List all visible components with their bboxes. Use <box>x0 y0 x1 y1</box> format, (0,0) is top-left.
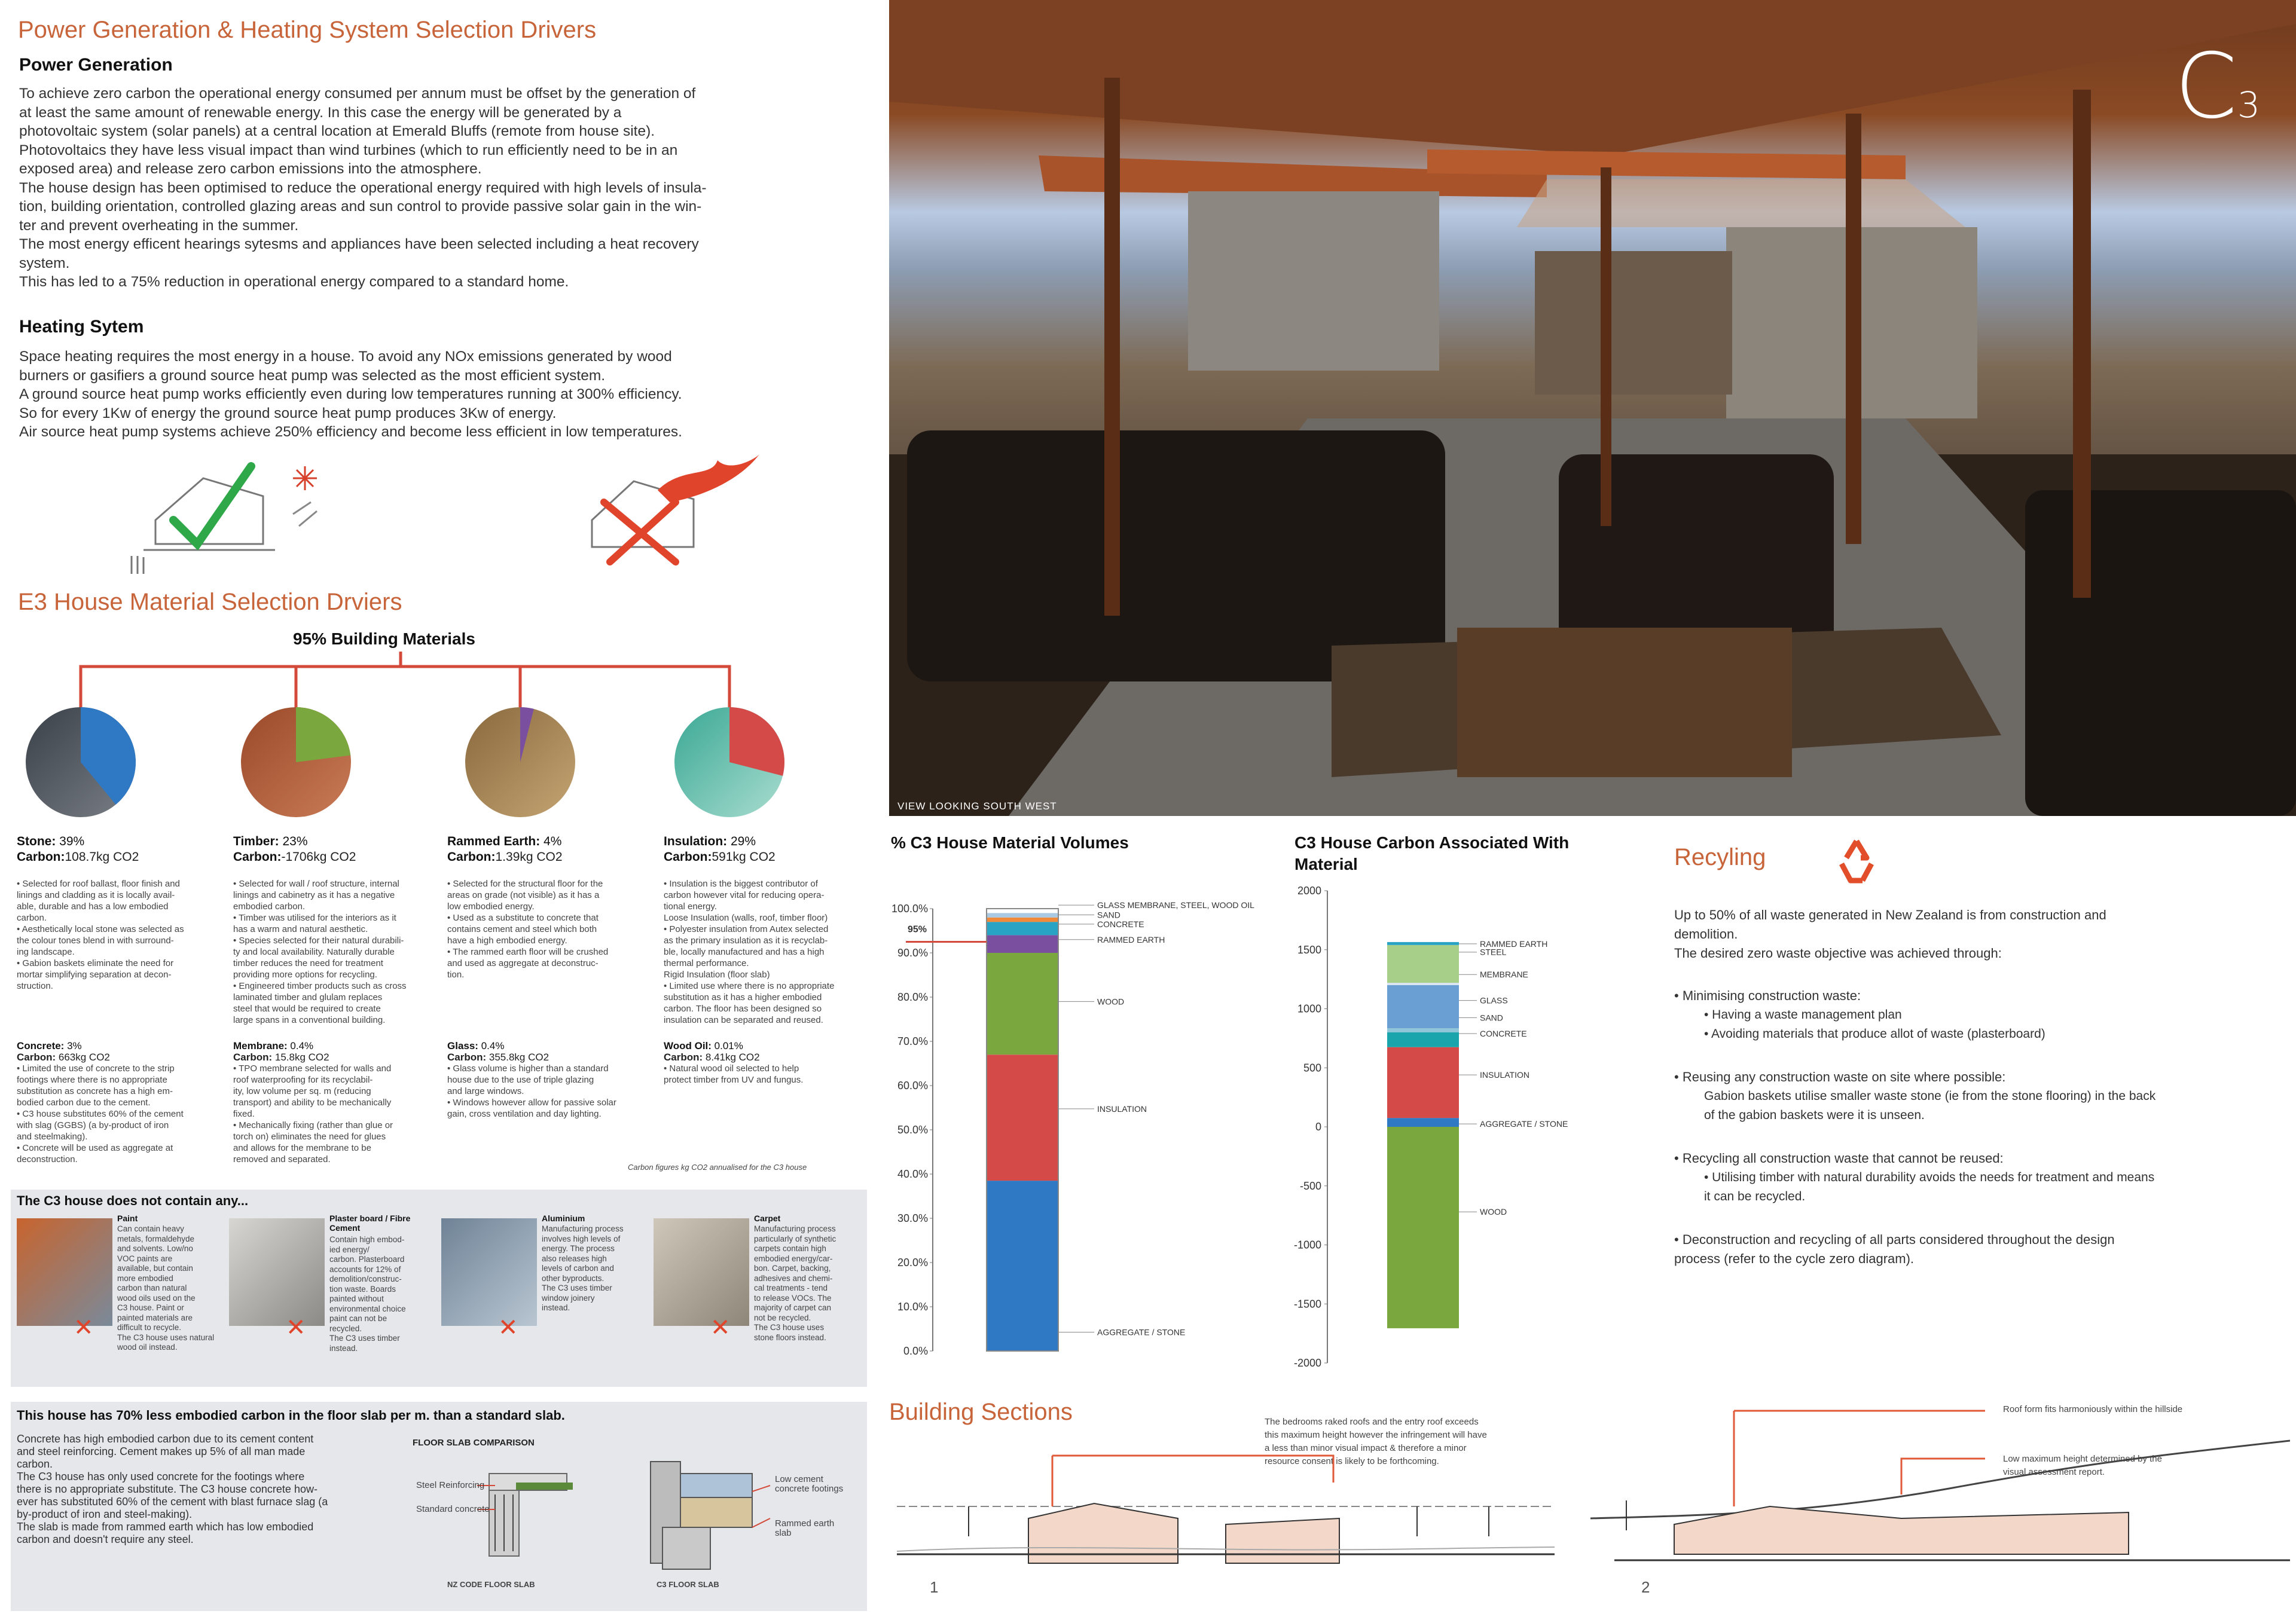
minor-material-name <box>233 1040 436 1052</box>
material-name <box>233 834 436 849</box>
slab-title: This house has 70% less embodied carbon in the floor slab per m. than a standard slab. <box>17 1408 565 1423</box>
slab-diagram-title: FLOOR SLAB COMPARISON <box>413 1438 535 1448</box>
material-pie-2 <box>463 705 607 849</box>
y-tick-label: 1000 <box>1297 1002 1321 1015</box>
minor-material-name <box>664 1040 867 1052</box>
series-label: INSULATION <box>1480 1070 1529 1080</box>
carbon-label: Carbon: <box>664 850 712 864</box>
slab-label-standard: Standard concrete <box>416 1504 490 1514</box>
carbon-value: 591kg CO2 <box>712 850 775 864</box>
bar-segment-rammed-earth <box>987 935 1058 953</box>
minor-material-block <box>233 1040 436 1165</box>
slab-diagram <box>399 1450 818 1593</box>
section-note-2a: Roof form fits harmoniously within the hillside <box>2003 1404 2183 1414</box>
recycling-section <box>1674 1068 2260 1125</box>
carbon-label: Carbon: <box>233 850 282 864</box>
y-tick-label: 60.0% <box>897 1080 928 1092</box>
materials-footnote: Carbon figures kg CO2 annualised for the C3 house <box>628 1163 807 1172</box>
heat-pump-house-sketch <box>132 478 275 574</box>
not-contain-title: The C3 house does not contain any... <box>17 1193 249 1208</box>
recycling-head: • Reusing any construction waste on site where possible: <box>1674 1069 2006 1084</box>
heating-sketches <box>120 454 765 574</box>
material-name <box>447 834 651 849</box>
minor-material-carbon <box>233 1052 436 1063</box>
bar-segment-glass-membrane-steel-wood-oil <box>987 913 1058 917</box>
series-label: WOOD <box>1097 997 1125 1007</box>
rendering-shapes <box>889 0 2296 816</box>
material-label: Glass: <box>447 1040 481 1052</box>
material-pct: 3% <box>67 1040 82 1052</box>
carbon-label: Carbon: <box>664 1052 706 1063</box>
marker-label: 95% <box>907 924 927 935</box>
recycling-intro: Up to 50% of all waste generated in New Zealand is from construction and demolition. The desired zero waste objective was achieved through: <box>1674 907 2106 961</box>
bar-segment-concrete <box>987 922 1058 935</box>
slab-text: Concrete has high embodied carbon due to its cement content and steel reinforcing. Cement makes up 5% of all man made carbon. The C3 house has only used concrete for the footings where there is no appropriate substitute. The C3 house concrete how- ever has substituted 60% of the cement with blast furnace slag (a by-product of iron and steel-making). The slab is made from rammed earth which has low embodied carbon and doesn't require any steel. <box>17 1433 328 1545</box>
slab-panel <box>11 1402 867 1611</box>
series-label: WOOD <box>1480 1207 1507 1217</box>
minor-material-block <box>447 1040 651 1120</box>
material-label: Wood Oil: <box>664 1040 715 1052</box>
sections-title: Building Sections <box>889 1399 1073 1425</box>
series-label: CONCRETE <box>1480 1028 1527 1038</box>
y-tick-label: -2000 <box>1293 1357 1321 1369</box>
y-tick-label: 70.0% <box>897 1035 928 1047</box>
y-tick-label: 30.0% <box>897 1212 928 1224</box>
volume-chart-title: % C3 House Material Volumes <box>891 833 1129 852</box>
c3-logo: C3 <box>2175 35 2260 139</box>
y-tick-label: 50.0% <box>897 1124 928 1136</box>
series-label: GLASS MEMBRANE, STEEL, WOOD OIL <box>1097 900 1254 910</box>
carbon-chart <box>1286 879 1656 1375</box>
carbon-value: 663kg CO2 <box>58 1052 110 1063</box>
carbon-label: Carbon: <box>17 1052 59 1063</box>
y-tick-label: -1500 <box>1293 1298 1321 1310</box>
not-contain-name: Plaster board / Fibre Cement <box>329 1214 411 1233</box>
not-contain-item <box>17 1214 223 1381</box>
material-pie-0 <box>24 705 167 849</box>
material-carbon <box>447 849 651 865</box>
not-contain-photo <box>441 1218 537 1326</box>
bar-segment-wood <box>1387 1127 1459 1328</box>
sun-burst-icon <box>293 466 317 490</box>
not-contain-photo <box>654 1218 749 1326</box>
recycling-section <box>1674 1230 2260 1269</box>
not-contain-photo <box>17 1218 112 1326</box>
bar-segment-glass <box>1387 985 1459 1028</box>
nz-code-slab-drawing <box>477 1474 573 1556</box>
slab-caption-c3: C3 FLOOR SLAB <box>657 1580 719 1589</box>
smoke-plume-icon <box>658 454 759 502</box>
bar-segment-aggregate-stone <box>1387 1118 1459 1127</box>
series-label: AGGREGATE / STONE <box>1097 1327 1186 1337</box>
slab-caption-nz: NZ CODE FLOOR SLAB <box>447 1580 535 1589</box>
recycling-item: • Avoiding materials that produce allot of waste (plasterboard) <box>1704 1027 2045 1041</box>
y-tick-label: 40.0% <box>897 1168 928 1180</box>
carbon-value: 15.8kg CO2 <box>274 1052 329 1063</box>
minor-material-carbon <box>447 1052 651 1063</box>
not-contain-name: Paint <box>117 1214 138 1223</box>
material-label: Timber: <box>233 835 283 848</box>
recycling-head: • Deconstruction and recycling of all parts considered throughout the design process (refer to the cycle zero diagram). <box>1674 1232 2115 1266</box>
material-carbon <box>233 849 436 865</box>
minor-material-block <box>664 1040 867 1086</box>
series-label: MEMBRANE <box>1480 970 1528 980</box>
material-bullets: • Selected for roof ballast, floor finish and linings and cladding as it is locally avail- able, durable and has a low embodied carbon. • Aesthetically local stone was selected as the colour tones blend in with surround- ing landscape. • Gabion baskets eliminate the need for mortar simplifying separation at decon- struction. <box>17 879 184 991</box>
carbon-chart-title: C3 House Carbon Associated With Material <box>1294 833 1570 873</box>
series-label: RAMMED EARTH <box>1480 939 1548 949</box>
not-contain-item <box>229 1214 435 1381</box>
cross-icon <box>604 502 676 562</box>
recycling-section <box>1674 1149 2260 1206</box>
bar-segment-insulation <box>987 1055 1058 1181</box>
section-note-2b: Low maximum height determined by the visual assessment report. <box>2003 1454 2162 1477</box>
building-section-2 <box>1590 1393 2290 1572</box>
cross-icon: ✕ <box>498 1315 518 1341</box>
carbon-value: 8.41kg CO2 <box>705 1052 760 1063</box>
materials-tree-label: 95% Building Materials <box>293 629 475 648</box>
y-tick-label: 80.0% <box>897 991 928 1003</box>
material-pie-slice <box>296 707 350 762</box>
material-pie-3 <box>673 705 816 849</box>
bar-segment-insulation <box>1387 1047 1459 1118</box>
bar-segment-steel <box>1387 945 1459 983</box>
material-block <box>447 834 651 980</box>
materials-title: E3 House Material Selection Drviers <box>18 589 402 615</box>
material-label: Membrane: <box>233 1040 291 1052</box>
y-tick-label: -500 <box>1299 1179 1321 1192</box>
material-pct: 0.01% <box>714 1040 743 1052</box>
carbon-label: Carbon: <box>233 1052 275 1063</box>
material-name <box>664 834 867 849</box>
y-tick-label: 90.0% <box>897 947 928 959</box>
bar-segment-rammed-earth <box>1387 942 1459 945</box>
not-contain-name: Carpet <box>754 1214 781 1223</box>
bar-segment-membrane <box>1387 983 1459 985</box>
y-tick-label: 20.0% <box>897 1257 928 1269</box>
minor-material-block <box>17 1040 220 1165</box>
power-text: To achieve zero carbon the operational energy consumed per annum must be offset by the generation of at least the same amount of renewable energy. In this case the energy will be generated by a photovoltaic system (solar panels) at a central location at Emerald Bluffs (remote from house site). Photovoltaics they have less visual impact than wind turbines (which to run efficiently need to be in an exposed area) and release zero carbon emissions into the atmosphere. The house design has been optimised to reduce the operational energy required with high levels of insula- tion, building orientation, controlled glazing areas and sun control to provide passive solar gain in the win- ter and prevent overheating in the summer. The most energy efficent hearings sytesms and appliances have been selected including a heat recovery system. This has led to a 75% reduction in operational energy compared to a standard home. <box>19 85 707 290</box>
y-tick-label: -1000 <box>1293 1239 1321 1251</box>
series-label: SAND <box>1480 1013 1503 1023</box>
bar-segment-wood <box>987 953 1058 1055</box>
not-contain-item <box>441 1214 648 1381</box>
interior-rendering <box>889 0 2296 816</box>
c3-slab-drawing <box>651 1462 770 1569</box>
y-tick-label: 100.0% <box>891 903 928 915</box>
recycling-section <box>1674 986 2260 1044</box>
carbon-value: 108.7kg CO2 <box>65 850 139 864</box>
material-bullets: • Selected for wall / roof structure, internal linings and cabinetry as it has a negative embodied carbon. • Timber was utilised for the interiors as it has a warm and natural aesthetic. • Species selected for their natural durabili- ty and local availability. Naturally durable timber reduces the need for treatment providing more options for recycling. • Engineered timber products such as cross laminated timber and glulam replaces steel that would be required to create large spans in a conventional building. <box>233 879 407 1025</box>
minor-material-bullets: • Natural wood oil selected to help protect timber from UV and fungus. <box>664 1063 804 1085</box>
y-tick-label: 500 <box>1303 1062 1321 1074</box>
material-label: Insulation: <box>664 835 731 848</box>
material-pct: 4% <box>544 835 562 848</box>
not-contain-text: Manufacturing process particularly of synthetic carpets contain high embodied energy/car- bon. Carpet, backing, adhesives and chemi- cal treatments - tend to release VOCs. The majority of carpet can not be recycled. The C3 house uses stone floors instead. <box>754 1224 836 1342</box>
recycling-head: • Minimising construction waste: <box>1674 988 1861 1003</box>
y-tick-label: 2000 <box>1297 885 1321 897</box>
series-label: RAMMED EARTH <box>1097 934 1165 945</box>
material-pct: 39% <box>59 835 85 848</box>
heating-subtitle: Heating Sytem <box>19 317 144 337</box>
material-label: Stone: <box>17 835 60 848</box>
building-section-1 <box>891 1447 1561 1566</box>
material-pct: 23% <box>282 835 308 848</box>
material-label: Concrete: <box>17 1040 68 1052</box>
bar-segment-sand <box>1387 1028 1459 1032</box>
series-label: CONCRETE <box>1097 919 1144 929</box>
series-label: GLASS <box>1480 995 1508 1005</box>
recycling-head: • Recycling all construction waste that cannot be reused: <box>1674 1151 2004 1166</box>
slab-label-lowcement: Low cement concrete footings <box>775 1474 844 1494</box>
carbon-label: Carbon: <box>17 850 65 864</box>
series-label: INSULATION <box>1097 1104 1147 1114</box>
minor-material-bullets: • Limited the use of concrete to the strip footings where there is no appropriate substitution as concrete has a high em- bodied carbon due to the cement. • C3 house substitutes 60% of the cement with slag (GGBS) (a by-product of iron and steelmaking). • Concrete will be used as aggregate at deconstruction. <box>17 1063 184 1164</box>
rendering-caption: VIEW LOOKING SOUTH WEST <box>897 800 1057 812</box>
material-pct: 0.4% <box>481 1040 505 1052</box>
material-carbon <box>664 849 867 865</box>
material-label: Rammed Earth: <box>447 835 544 848</box>
section-label-1: 1 <box>930 1578 939 1596</box>
carbon-value: 1.39kg CO2 <box>495 850 563 864</box>
carbon-label: Carbon: <box>447 850 496 864</box>
heating-text: Space heating requires the most energy in a house. To avoid any NOx emissions generated by wood burners or gasifiers a ground source heat pump was selected as the most efficient system. A ground source heat pump works efficiently even during low temperatures running at 300% efficiency. So for every 1Kw of energy the ground source heat pump produces 3Kw of energy. Air source heat pump systems achieve 250% efficiency and become less efficient in low temperatures. <box>19 349 682 440</box>
section-label-2: 2 <box>1641 1578 1650 1596</box>
carbon-label: Carbon: <box>447 1052 489 1063</box>
recycle-icon <box>1830 834 1883 888</box>
material-pct: 29% <box>731 835 756 848</box>
slab-label-rammed: Rammed earth slab <box>775 1518 835 1538</box>
y-tick-label: 0 <box>1315 1121 1321 1133</box>
bar-segment-sand <box>987 918 1058 922</box>
not-contain-text: Can contain heavy metals, formaldehyde and solvents. Low/no VOC paints are available, but contain more embodied carbon than natural wood oils used on the C3 house. Paint or painted materials are difficult to recycle. The C3 house uses natural wood oil instead. <box>117 1224 215 1352</box>
material-name <box>17 834 220 849</box>
carbon-value: -1706kg CO2 <box>281 850 356 864</box>
not-contain-text: Contain high embod- ied energy/ carbon. Plasterboard accounts for 12% of demolition/construc- tion waste. Boards painted without environmental choice paint can not be recycled. The C3 uses timber instead. <box>329 1235 406 1353</box>
minor-material-carbon <box>664 1052 867 1063</box>
material-carbon <box>17 849 220 865</box>
series-label: AGGREGATE / STONE <box>1480 1119 1568 1129</box>
material-pie-1 <box>239 705 383 849</box>
not-contain-photo <box>229 1218 325 1326</box>
series-label: SAND <box>1097 910 1120 920</box>
volume-chart <box>885 879 1303 1375</box>
material-block <box>664 834 867 1026</box>
not-contain-text: Manufacturing process involves high levels of energy. The process also releases high levels of carbon and other byproducts. The C3 uses timber window joinery instead. <box>542 1224 624 1312</box>
minor-material-name <box>447 1040 651 1052</box>
y-tick-label: 0.0% <box>903 1345 928 1357</box>
section-note-1: The bedrooms raked roofs and the entry roof exceeds this maximum height however the infringement will have a less than minor visual impact & therefore a minor resource consent is likely to be forthcoming. <box>1265 1417 1487 1466</box>
not-contain-name: Aluminium <box>542 1214 585 1223</box>
y-tick-label: 1500 <box>1297 943 1321 956</box>
recycling-item: Gabion baskets utilise smaller waste stone (ie from the stone flooring) in the back of the gabion baskets were it is unseen. <box>1704 1089 2156 1122</box>
cross-icon: ✕ <box>286 1315 306 1341</box>
material-block <box>17 834 220 992</box>
bar-segment-concrete <box>1387 1032 1459 1047</box>
material-bullets: • Insulation is the biggest contributor of carbon however vital for reducing opera- tional energy. Loose Insulation (walls, roof, timber floor) • Polyester insulation from Autex selected as the primary insulation as it is recyclab- ble, locally manufactured and has a high thermal performance. Rigid Insulation (floor slab) • Limited use where there is no appropriate substitution as it has a higher embodied carbon. The floor has been designed so insulation can be separated and reused. <box>664 879 835 1025</box>
cross-icon: ✕ <box>74 1315 94 1341</box>
recycling-item: • Utilising timber with natural durability avoids the needs for treatment and means it can be recycled. <box>1704 1170 2155 1203</box>
series-label: STEEL <box>1480 947 1507 957</box>
recycling-item: • Having a waste management plan <box>1704 1008 1902 1022</box>
recycling-title: Recyling <box>1674 844 1766 870</box>
minor-material-bullets: • TPO membrane selected for walls and roof waterproofing for its recyclabil- ity, low volume per sq. m (reducing transport) and ability to be mechanically fixed. • Mechanically fixing (rather than glue or torch on) eliminates the need for glues and allows for the membrane to be removed and separated. <box>233 1063 393 1164</box>
carbon-value: 355.8kg CO2 <box>488 1052 549 1063</box>
minor-material-name <box>17 1040 220 1052</box>
power-subtitle: Power Generation <box>19 55 173 75</box>
minor-material-carbon <box>17 1052 220 1063</box>
checkmark-icon <box>173 466 251 544</box>
minor-material-bullets: • Glass volume is higher than a standard house due to the use of triple glazing and large windows. • Windows however allow for passive solar gain, cross ventilation and day lighting. <box>447 1063 616 1119</box>
not-contain-item <box>654 1214 860 1381</box>
not-contain-panel <box>11 1190 867 1387</box>
material-block <box>233 834 436 1026</box>
bar-segment-aggregate-stone <box>987 1181 1058 1351</box>
y-tick-label: 10.0% <box>897 1301 928 1313</box>
material-pct: 0.4% <box>290 1040 314 1052</box>
power-title: Power Generation & Heating System Selection Drivers <box>18 17 597 43</box>
material-bullets: • Selected for the structural floor for the areas on grade (not visible) as it has a low embodied energy. • Used as a substitute to concrete that contains cement and steel which both have a high embodied energy. • The rammed earth floor will be crushed and used as aggregate at deconstruc- tion. <box>447 879 609 980</box>
cross-icon: ✕ <box>710 1315 731 1341</box>
slab-label-steel: Steel Reinforcing <box>416 1480 485 1490</box>
